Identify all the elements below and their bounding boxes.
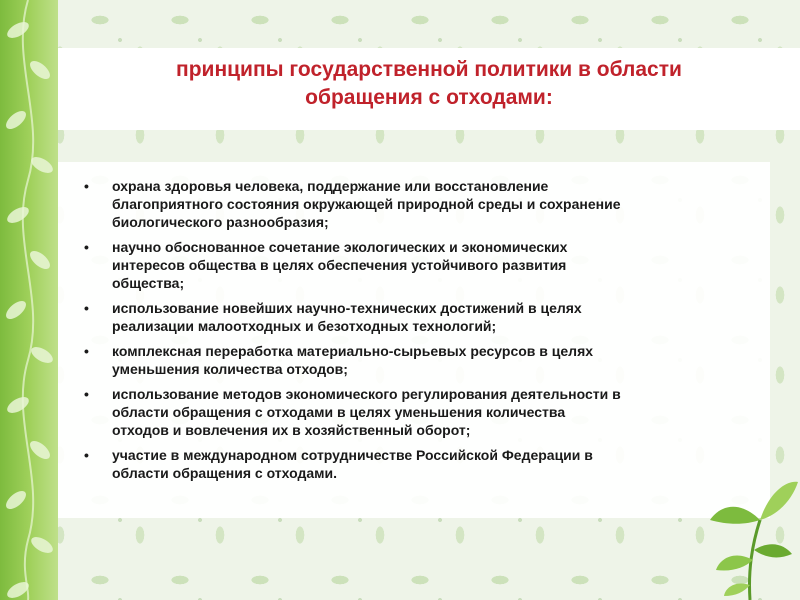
list-item-line: использование новейших научно-технических достижений в целях	[112, 300, 582, 316]
list-item-line: биологического разнообразия;	[112, 214, 329, 230]
bullet-icon: •	[84, 447, 89, 463]
bullet-icon: •	[84, 343, 89, 359]
list-item	[82, 238, 762, 292]
list-item-line: участие в международном сотрудничестве Российской Федерации в	[112, 447, 593, 463]
bullet-icon: •	[84, 386, 89, 402]
list-item-line: общества;	[112, 275, 185, 291]
list-item	[82, 177, 762, 231]
principles-list	[82, 177, 762, 489]
list-item	[82, 342, 762, 378]
slide-title-line-2: обращения с отходами:	[305, 86, 553, 109]
bullet-icon: •	[84, 239, 89, 255]
bullet-icon: •	[84, 178, 89, 194]
list-item-line: реализации малоотходных и безотходных технологий;	[112, 318, 497, 334]
bullet-icon: •	[84, 300, 89, 316]
sprout-icon	[680, 470, 800, 600]
list-item	[82, 299, 762, 335]
list-item-line: использование методов экономического регулирования деятельности в	[112, 386, 621, 402]
slide-title-line-1: принципы государственной политики в области	[176, 58, 682, 81]
list-item-line: уменьшения количества отходов;	[112, 361, 348, 377]
list-item	[82, 446, 762, 482]
list-item-line: благоприятного состояния окружающей природной среды и сохранение	[112, 196, 621, 212]
list-item-line: научно обоснованное сочетание экологических и экономических	[112, 239, 568, 255]
left-leaf-strip	[0, 0, 58, 600]
list-item-line: комплексная переработка материально-сырьевых ресурсов в целях	[112, 343, 594, 359]
list-item-line: области обращения с отходами.	[112, 465, 337, 481]
list-item-line: отходов и вовлечения их в хозяйственный оборот;	[112, 422, 471, 438]
list-item-line: охрана здоровья человека, поддержание или восстановление	[112, 178, 549, 194]
list-item	[82, 385, 762, 439]
slide-title	[58, 56, 800, 112]
list-item-line: интересов общества в целях обеспечения устойчивого развития	[112, 257, 567, 273]
leaf-pattern-icon	[0, 0, 58, 600]
list-item-line: области обращения с отходами в целях уменьшения количества	[112, 404, 566, 420]
